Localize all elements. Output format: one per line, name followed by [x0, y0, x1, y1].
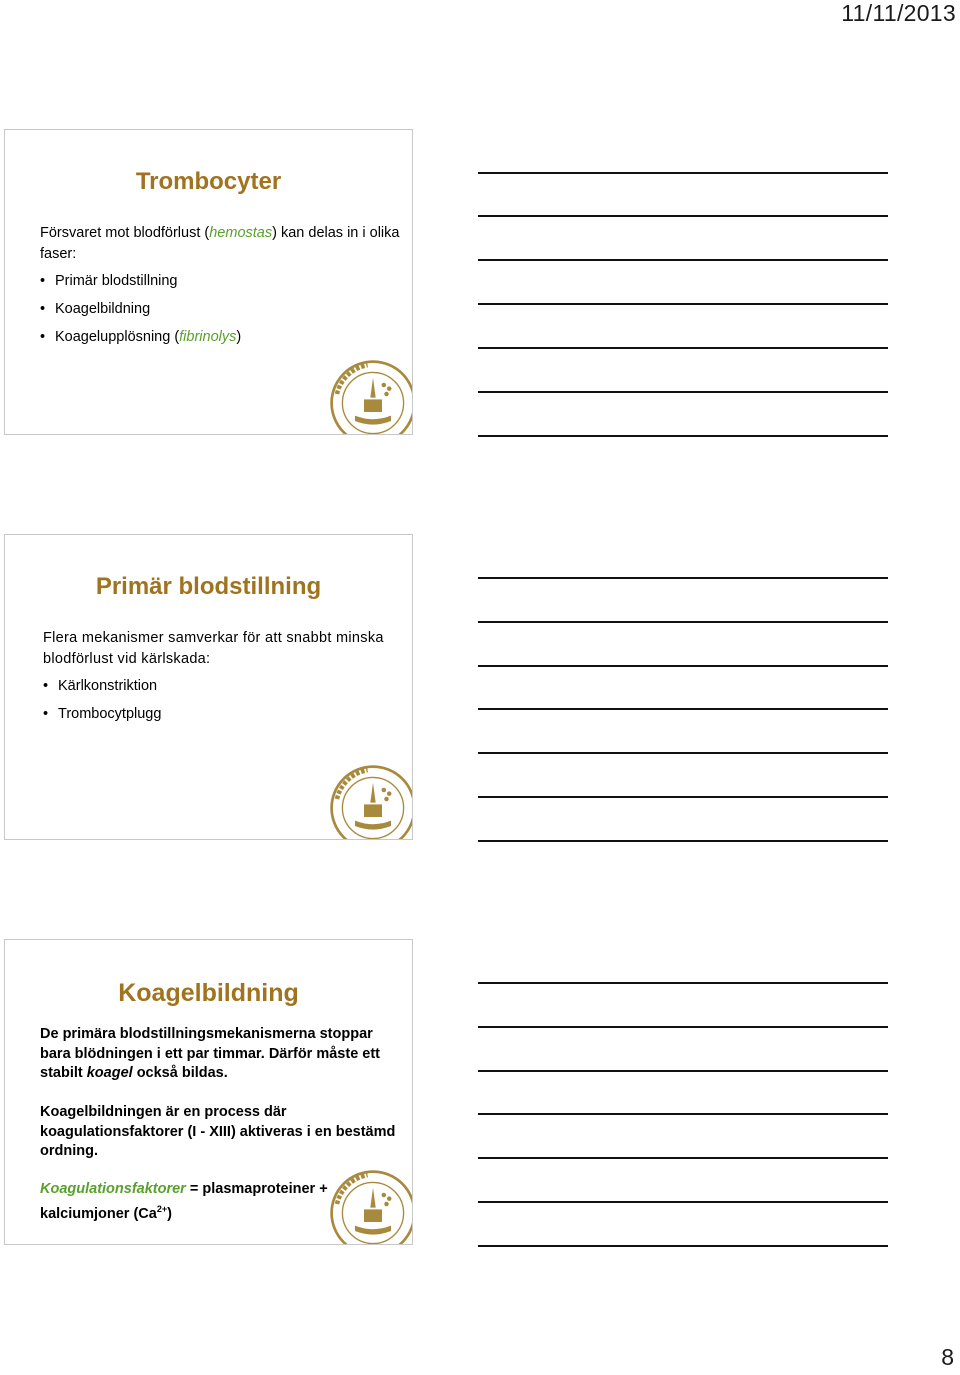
note-line — [478, 172, 888, 174]
list-item: • Kärlkonstriktion — [43, 678, 158, 694]
note-line — [478, 621, 888, 623]
note-line — [478, 1026, 888, 1028]
note-line — [478, 1201, 888, 1203]
page-date: 11/11/2013 — [841, 0, 956, 26]
slide-paragraph-1: De primära blodstillningsmekanismerna stoppar bara blödningen i ett par timmar. Därför måste ett stabilt koagel också bildas. — [40, 1026, 381, 1081]
slide-title: Primär blodstillning — [95, 573, 322, 600]
note-line — [478, 1070, 888, 1072]
note-line — [478, 577, 888, 579]
university-seal-icon — [328, 763, 413, 840]
university-seal-icon — [328, 1168, 413, 1245]
slide-intro: Flera mekanismer samverkar för att snabbt minska blodförlust vid kärlskada: — [43, 630, 384, 667]
slide-title: Koagelbildning — [118, 979, 299, 1007]
university-seal-icon — [328, 358, 413, 435]
note-line — [478, 840, 888, 842]
list-item: • Primär blodstillning — [40, 273, 178, 289]
note-line — [478, 303, 888, 305]
note-line — [478, 259, 888, 261]
note-line — [478, 982, 888, 984]
page-number: 8 — [941, 1344, 954, 1370]
note-line — [478, 708, 888, 710]
slide-trombocyter — [4, 129, 413, 435]
slide-primar-blodstillning — [4, 534, 413, 840]
term-hemostas: hemostas — [209, 225, 273, 241]
slide-intro: Försvaret mot blodförlust (hemostas) kan delas in i olika faser: — [40, 225, 400, 262]
slide-koagelbildning — [4, 939, 413, 1245]
note-line — [478, 752, 888, 754]
note-line — [478, 1113, 888, 1115]
term-fibrinolys: fibrinolys — [179, 329, 237, 345]
note-line — [478, 347, 888, 349]
bullet-list — [40, 271, 241, 355]
slide-paragraph-3: Koagulationsfaktorer = plasmaproteiner + kalciumjoner $(Ca^{2+})$ — [40, 1181, 328, 1222]
bullet-list — [43, 676, 161, 732]
term-koagulationsfaktorer: Koagulationsfaktorer — [40, 1181, 186, 1197]
note-line — [478, 665, 888, 667]
list-item: • Trombocytplugg — [43, 706, 162, 722]
note-line — [478, 1157, 888, 1159]
slide-title: Trombocyter — [135, 168, 282, 195]
note-line — [478, 435, 888, 437]
list-item: • Koagelupplösning (fibrinolys) — [40, 329, 242, 345]
note-line — [478, 796, 888, 798]
list-item: • Koagelbildning — [40, 301, 151, 317]
note-line — [478, 1245, 888, 1247]
note-line — [478, 215, 888, 217]
note-line — [478, 391, 888, 393]
slide-paragraph-2: Koagelbildningen är en process där koagulationsfaktorer (I - XIII) aktiveras i en bestämd ordning. — [40, 1104, 396, 1159]
